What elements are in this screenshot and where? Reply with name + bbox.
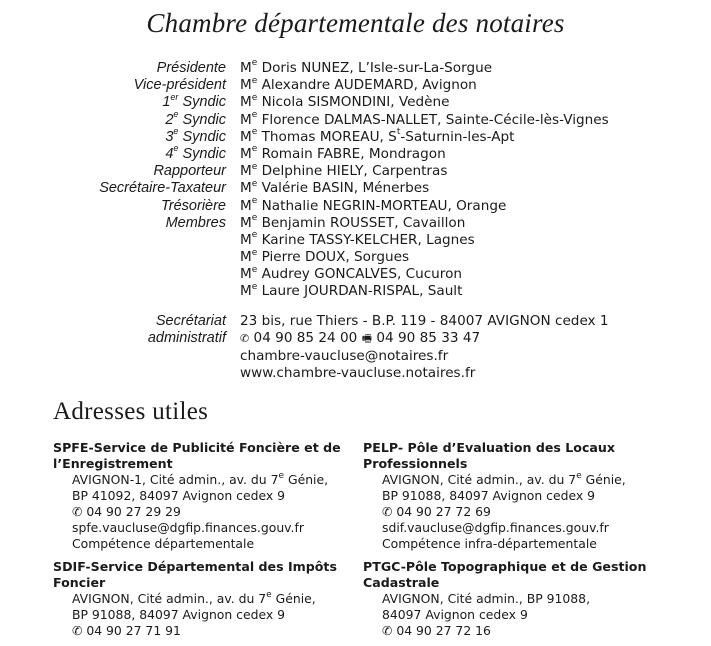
member-name: Me Doris NUNEZ, L’Isle-sur-La-Sorgue <box>240 58 493 76</box>
address-entry-line: 84097 Avignon cedex 9 <box>382 607 528 622</box>
page-title: Chambre départementale des notaires <box>146 8 565 38</box>
useful-addresses-heading: Adresses utiles <box>53 398 209 425</box>
member-row <box>0 60 711 77</box>
member-role: Présidente <box>156 60 226 76</box>
secretariat-website[interactable]: www.chambre-vaucluse.notaires.fr <box>240 364 476 381</box>
address-entry-line: AVIGNON, Cité admin., av. du 7e Génie, <box>382 470 626 487</box>
member-row <box>0 215 711 232</box>
address-entry-line: AVIGNON-1, Cité admin., av. du 7e Génie, <box>72 470 329 487</box>
secretariat-phone-fax <box>240 330 480 347</box>
member-role <box>0 266 226 283</box>
secretariat-role-2: administratif <box>147 330 226 347</box>
member-role: Secrétaire-Taxateur <box>99 180 226 197</box>
member-name: Me Alexandre AUDEMARD, Avignon <box>240 75 477 94</box>
address-entry-line: AVIGNON, Cité admin., BP 91088, <box>382 591 591 606</box>
member-row <box>0 195 711 215</box>
secretariat-email[interactable]: chambre-vaucluse@notaires.fr <box>240 347 449 364</box>
member-name: Me Audrey GONCALVES, Cucuron <box>240 264 463 283</box>
member-row <box>0 91 711 111</box>
address-entry-line: ✆ 04 90 27 72 69 <box>382 504 491 519</box>
member-role: 2e Syndic <box>165 108 226 128</box>
member-row <box>0 266 711 283</box>
secretariat-address: 23 bis, rue Thiers - B.P. 119 - 84007 AVIGNON cedex 1 <box>240 313 609 329</box>
useful-right-column <box>363 440 663 646</box>
member-row <box>0 163 711 180</box>
members-list <box>0 60 711 301</box>
member-row <box>0 108 711 129</box>
member-name: Me Karine TASSY-KELCHER, Lagnes <box>240 230 475 248</box>
phone-number: 04 90 85 24 00 <box>253 330 358 347</box>
secretariat-block <box>0 313 711 382</box>
member-name: Me Benjamin ROUSSET, Cavaillon <box>240 213 466 231</box>
member-role <box>0 232 226 249</box>
member-row <box>0 77 711 94</box>
member-role: Rapporteur <box>153 163 226 180</box>
member-name: Me Valérie BASIN, Ménerbes <box>240 178 430 197</box>
address-entry-title: PELP- Pôle d’Evaluation des Locaux Professionnels <box>363 440 615 471</box>
address-entry-line: ✆ 04 90 27 72 16 <box>382 623 491 638</box>
phone-icon: ✆ <box>240 332 250 346</box>
secretariat-role: Secrétariat <box>155 313 226 329</box>
member-row <box>0 180 711 197</box>
address-entry-line: ✆ 04 90 27 71 91 <box>72 623 181 638</box>
member-role: Trésorière <box>161 197 226 214</box>
member-row <box>0 283 711 300</box>
address-entry-line: AVIGNON, Cité admin., av. du 7e Génie, <box>72 589 316 606</box>
member-row <box>0 125 711 146</box>
member-role: Membres <box>165 214 226 231</box>
member-name: Me Nicola SISMONDINI, Vedène <box>240 92 450 111</box>
address-entry <box>363 559 663 639</box>
member-row <box>0 249 711 266</box>
member-role: 4e Syndic <box>165 143 226 162</box>
address-entry <box>53 440 353 552</box>
address-entry-line[interactable]: spfe.vaucluse@dgfip.finances.gouv.fr <box>72 520 304 535</box>
address-entry-title: SDIF-Service Départemental des Impôts Foncier <box>53 559 337 590</box>
member-name: Me Nathalie NEGRIN-MORTEAU, Orange <box>240 195 507 214</box>
member-role <box>0 283 226 300</box>
useful-left-column <box>53 440 353 646</box>
member-name: Me Florence DALMAS-NALLET, Sainte-Cécile-lès-Vignes <box>240 110 609 128</box>
address-entry-line: BP 91088, 84097 Avignon cedex 9 <box>72 607 286 622</box>
member-name: Me Laure JOURDAN-RISPAL, Sault <box>240 281 463 300</box>
address-entry-line: Compétence infra-départementale <box>382 536 597 551</box>
fax-number: 04 90 85 33 47 <box>376 330 481 347</box>
address-entry-title: PTGC-Pôle Topographique et de Gestion Cadastrale <box>363 559 647 590</box>
member-name: Me Romain FABRE, Mondragon <box>240 144 446 162</box>
address-entry-line: ✆ 04 90 27 29 29 <box>72 504 181 519</box>
fax-icon: 🖷 <box>361 332 373 346</box>
address-entry-title: SPFE-Service de Publicité Foncière et de l’Enregistrement <box>53 440 341 471</box>
member-row <box>0 143 711 163</box>
address-entry-line: BP 91088, 84097 Avignon cedex 9 <box>382 488 596 503</box>
address-entry-line[interactable]: sdif.vaucluse@dgfip.finances.gouv.fr <box>382 520 609 535</box>
address-entry-line: Compétence départementale <box>72 536 255 551</box>
member-role: 3e Syndic <box>165 125 226 145</box>
member-name: Me Pierre DOUX, Sorgues <box>240 247 410 266</box>
address-entry <box>363 440 663 552</box>
member-name: Me Thomas MOREAU, $S^t-Saturnin-les$-Apt <box>240 127 515 145</box>
member-name: Me Delphine HIELY, Carpentras <box>240 161 448 180</box>
address-entry <box>53 559 353 639</box>
member-role: 1er Syndic <box>162 91 226 111</box>
member-role: Vice-président <box>133 77 226 94</box>
member-role <box>0 249 226 266</box>
address-entry-line: BP 41092, 84097 Avignon cedex 9 <box>72 488 286 503</box>
member-row <box>0 232 711 249</box>
